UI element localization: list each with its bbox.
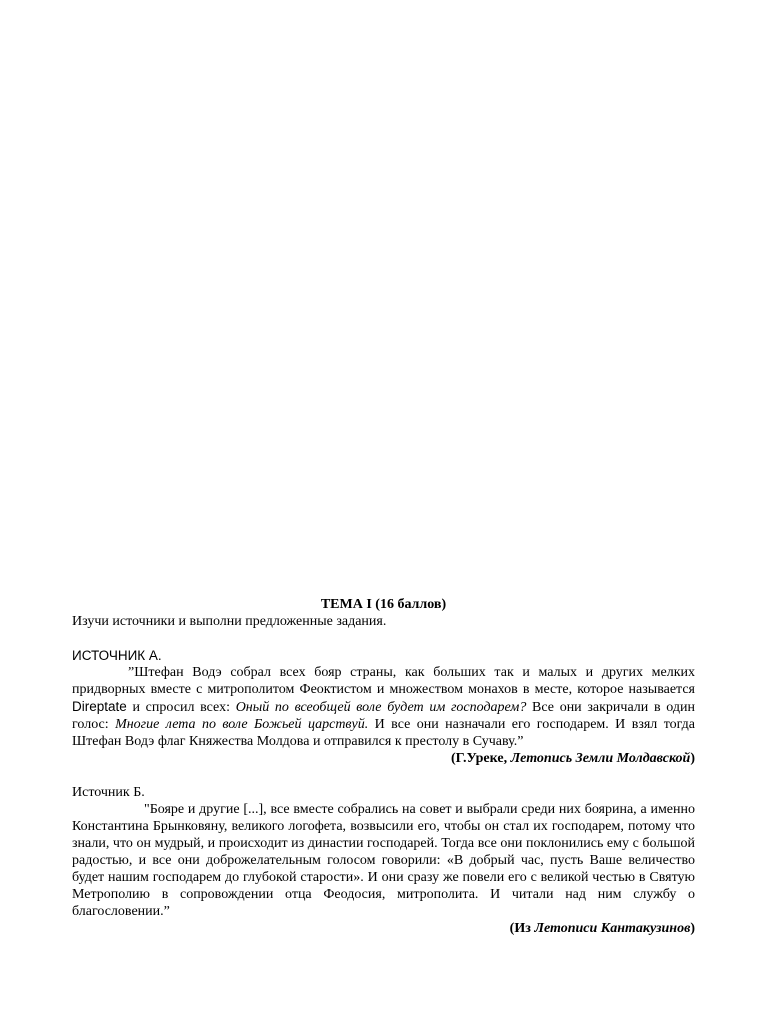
source-b-citation-start: (Из — [509, 921, 535, 936]
source-b-citation — [72, 920, 695, 937]
instruction-text: Изучи источники и выполни предложенные задания. — [72, 614, 387, 629]
source-a-citation-end: ) — [690, 751, 695, 766]
source-a-text-1: ”Штефан Водэ собрал всех бояр страны, как больших так и малых и других мелких придворных вместе с митрополитом Феоктистом и множеством монахов в месте, которое называется — [72, 665, 695, 697]
source-a-citation — [72, 750, 695, 767]
source-b-citation-end: ) — [690, 921, 695, 936]
source-a-text-4: Все они закричали в один голос: — [72, 700, 695, 732]
theme-title: ТЕМА I (16 баллов) — [320, 597, 447, 612]
source-b-heading: Источник Б. — [72, 785, 145, 800]
document-page — [72, 596, 695, 937]
source-a-citation-author: (Г.Уреке, — [451, 751, 511, 766]
source-a-paragraph — [72, 664, 695, 750]
source-a-quote-1: Оный по всеобщей воле будет им господарем? — [235, 700, 527, 715]
source-a-place-name: Direptate — [72, 699, 127, 714]
source-a-text-5: И все они назначали его господарем. И взял тогда Штефан Водэ флаг Княжества Молдова и отправился к престолу в Сучаву.” — [72, 717, 696, 749]
source-b-citation-work: Летописи Кантакузинов — [534, 921, 691, 936]
source-a-quote-2: Многие лета по воле Божьей царствуй. — [115, 717, 369, 732]
source-a-heading: ИСТОЧНИК А. — [72, 648, 162, 663]
source-a-citation-work: Летопись Земли Молдавской — [510, 751, 691, 766]
source-a-text-3: и спросил всех: — [126, 700, 236, 715]
source-b-paragraph: "Бояре и другие [...], все вместе собрались на совет и выбрали среди них боярина, а именно Константина Брынковяну, великого логофета, возвысили его, чтобы он стал их господарем, потому что знали, что он мудрый, и происходит из династии господарей. Тогда все они поклонились ему с большой радостью, и все они доброжелательным голосом говорили: «В добрый час, пусть Ваше величество будет нашим господарем до глубокой старости». И они сразу же повели его с великой честью в Святую Метрополию в сопровождении отца Феодосия, митрополита. И читали над ним службу о благословении.” — [72, 802, 695, 919]
